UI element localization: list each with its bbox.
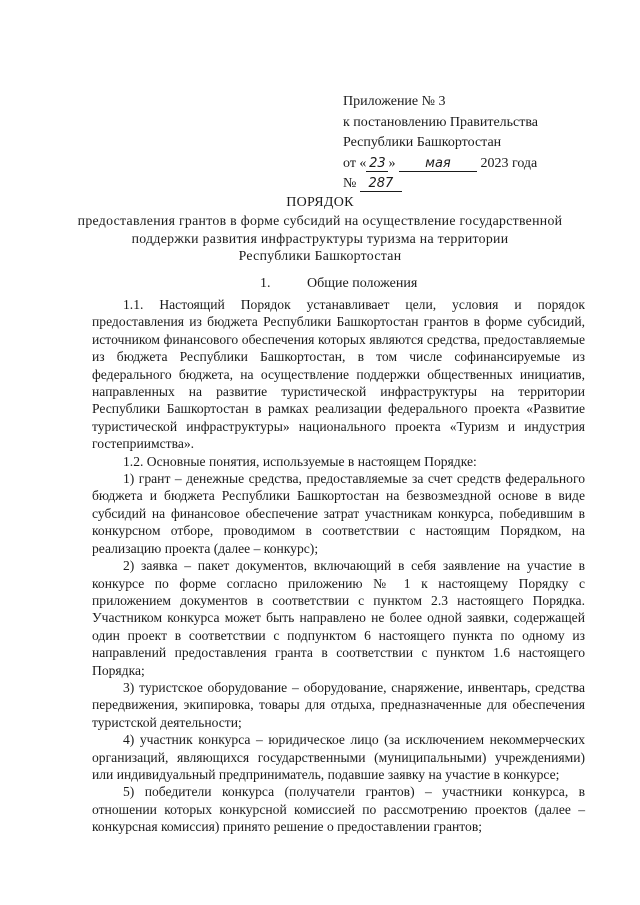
document-body bbox=[92, 296, 585, 836]
document-title: ПОРЯДОК bbox=[286, 195, 354, 210]
paragraph: 2) заявка – пакет документов, включающий в себя заявление на участие в конкурсе по форме согласно приложению № 1 к настоящему Порядку с приложением документов в соответствии с пунктом 2.3 настоящего Порядка. Участником конкурса может быть направлено не более одной заявки, содержащей один проект в соответствии с подпунктом 6 настоящего пункта по одному из направлений предоставления гранта в соответствии с пунктом 1.6 настоящего Порядка; bbox=[92, 558, 585, 678]
appendix-date bbox=[343, 154, 538, 175]
paragraph: 1.2. Основные понятия, используемые в настоящем Порядке: bbox=[123, 453, 477, 469]
paragraph: 5) победители конкурса (получатели грантов) – участники конкурса, в отношении которых конкурсной комиссией по рассмотрению проектов (далее – конкурсная комиссия) принято решение о предоставлении грантов; bbox=[92, 784, 585, 835]
date-year: 2023 года bbox=[480, 155, 538, 171]
section-heading bbox=[260, 276, 417, 292]
number-value: 287 bbox=[360, 177, 402, 192]
date-month: мая bbox=[399, 157, 477, 172]
appendix-line-2: к постановлению Правительства bbox=[343, 114, 539, 130]
document-subtitle bbox=[0, 212, 640, 265]
date-prefix: от « bbox=[343, 155, 367, 171]
date-day: 23 bbox=[366, 157, 388, 172]
paragraph: 1.1. Настоящий Порядок устанавливает цели, условия и порядок предоставления из бюджета Республики Башкортостан грантов в форме субсидий, источником финансового обеспечения которых являются средства, предоставляемые из бюджета Республики Башкортостан, в том числе софинансируемые из федерального бюджета, на осуществление поддержки общественных инициатив, направленных на развитие туристической инфраструктуры на территории Республики Башкортостан в рамках реализации федерального проекта «Развитие туристической инфраструктуры» национального проекта «Туризм и индустрия гостеприимства». bbox=[92, 297, 585, 452]
subtitle-line-1: предоставления грантов в форме субсидий на осуществление государственной bbox=[77, 213, 563, 228]
number-prefix: № bbox=[343, 176, 357, 191]
section-number: 1. bbox=[260, 276, 271, 291]
paragraph: 1) грант – денежные средства, предоставляемые за счет средств федерального бюджета и бюджета Республики Башкортостан на безвозмездной основе в виде субсидий на финансовое обеспечение затрат участникам конкурса, победившим в конкурсном отборе, проводимом в соответствии с настоящим Порядком, на реализацию проекта (далее – конкурс); bbox=[92, 471, 585, 556]
appendix-line-3: Республики Башкортостан bbox=[343, 135, 502, 150]
subtitle-line-2: поддержки развития инфраструктуры туризма на территории bbox=[131, 230, 509, 246]
appendix-line-1: Приложение № 3 bbox=[343, 94, 446, 109]
subtitle-line-3: Республики Башкортостан bbox=[238, 248, 402, 263]
paragraph: 4) участник конкурса – юридическое лицо (за исключением некоммерческих организаций, являющихся государственными (муниципальными) учреждениями) или индивидуальный предприниматель, подавшие заявку на участие в конкурсе; bbox=[92, 732, 585, 782]
section-title: Общие положения bbox=[307, 276, 418, 291]
date-mid: » bbox=[388, 155, 396, 171]
appendix-number bbox=[343, 174, 538, 195]
appendix-reference bbox=[343, 92, 538, 195]
paragraph: 3) туристское оборудование – оборудование, снаряжение, инвентарь, средства передвижения, экипировка, товары для отдыха, предназначенные для обеспечения туристской деятельности; bbox=[92, 679, 585, 730]
